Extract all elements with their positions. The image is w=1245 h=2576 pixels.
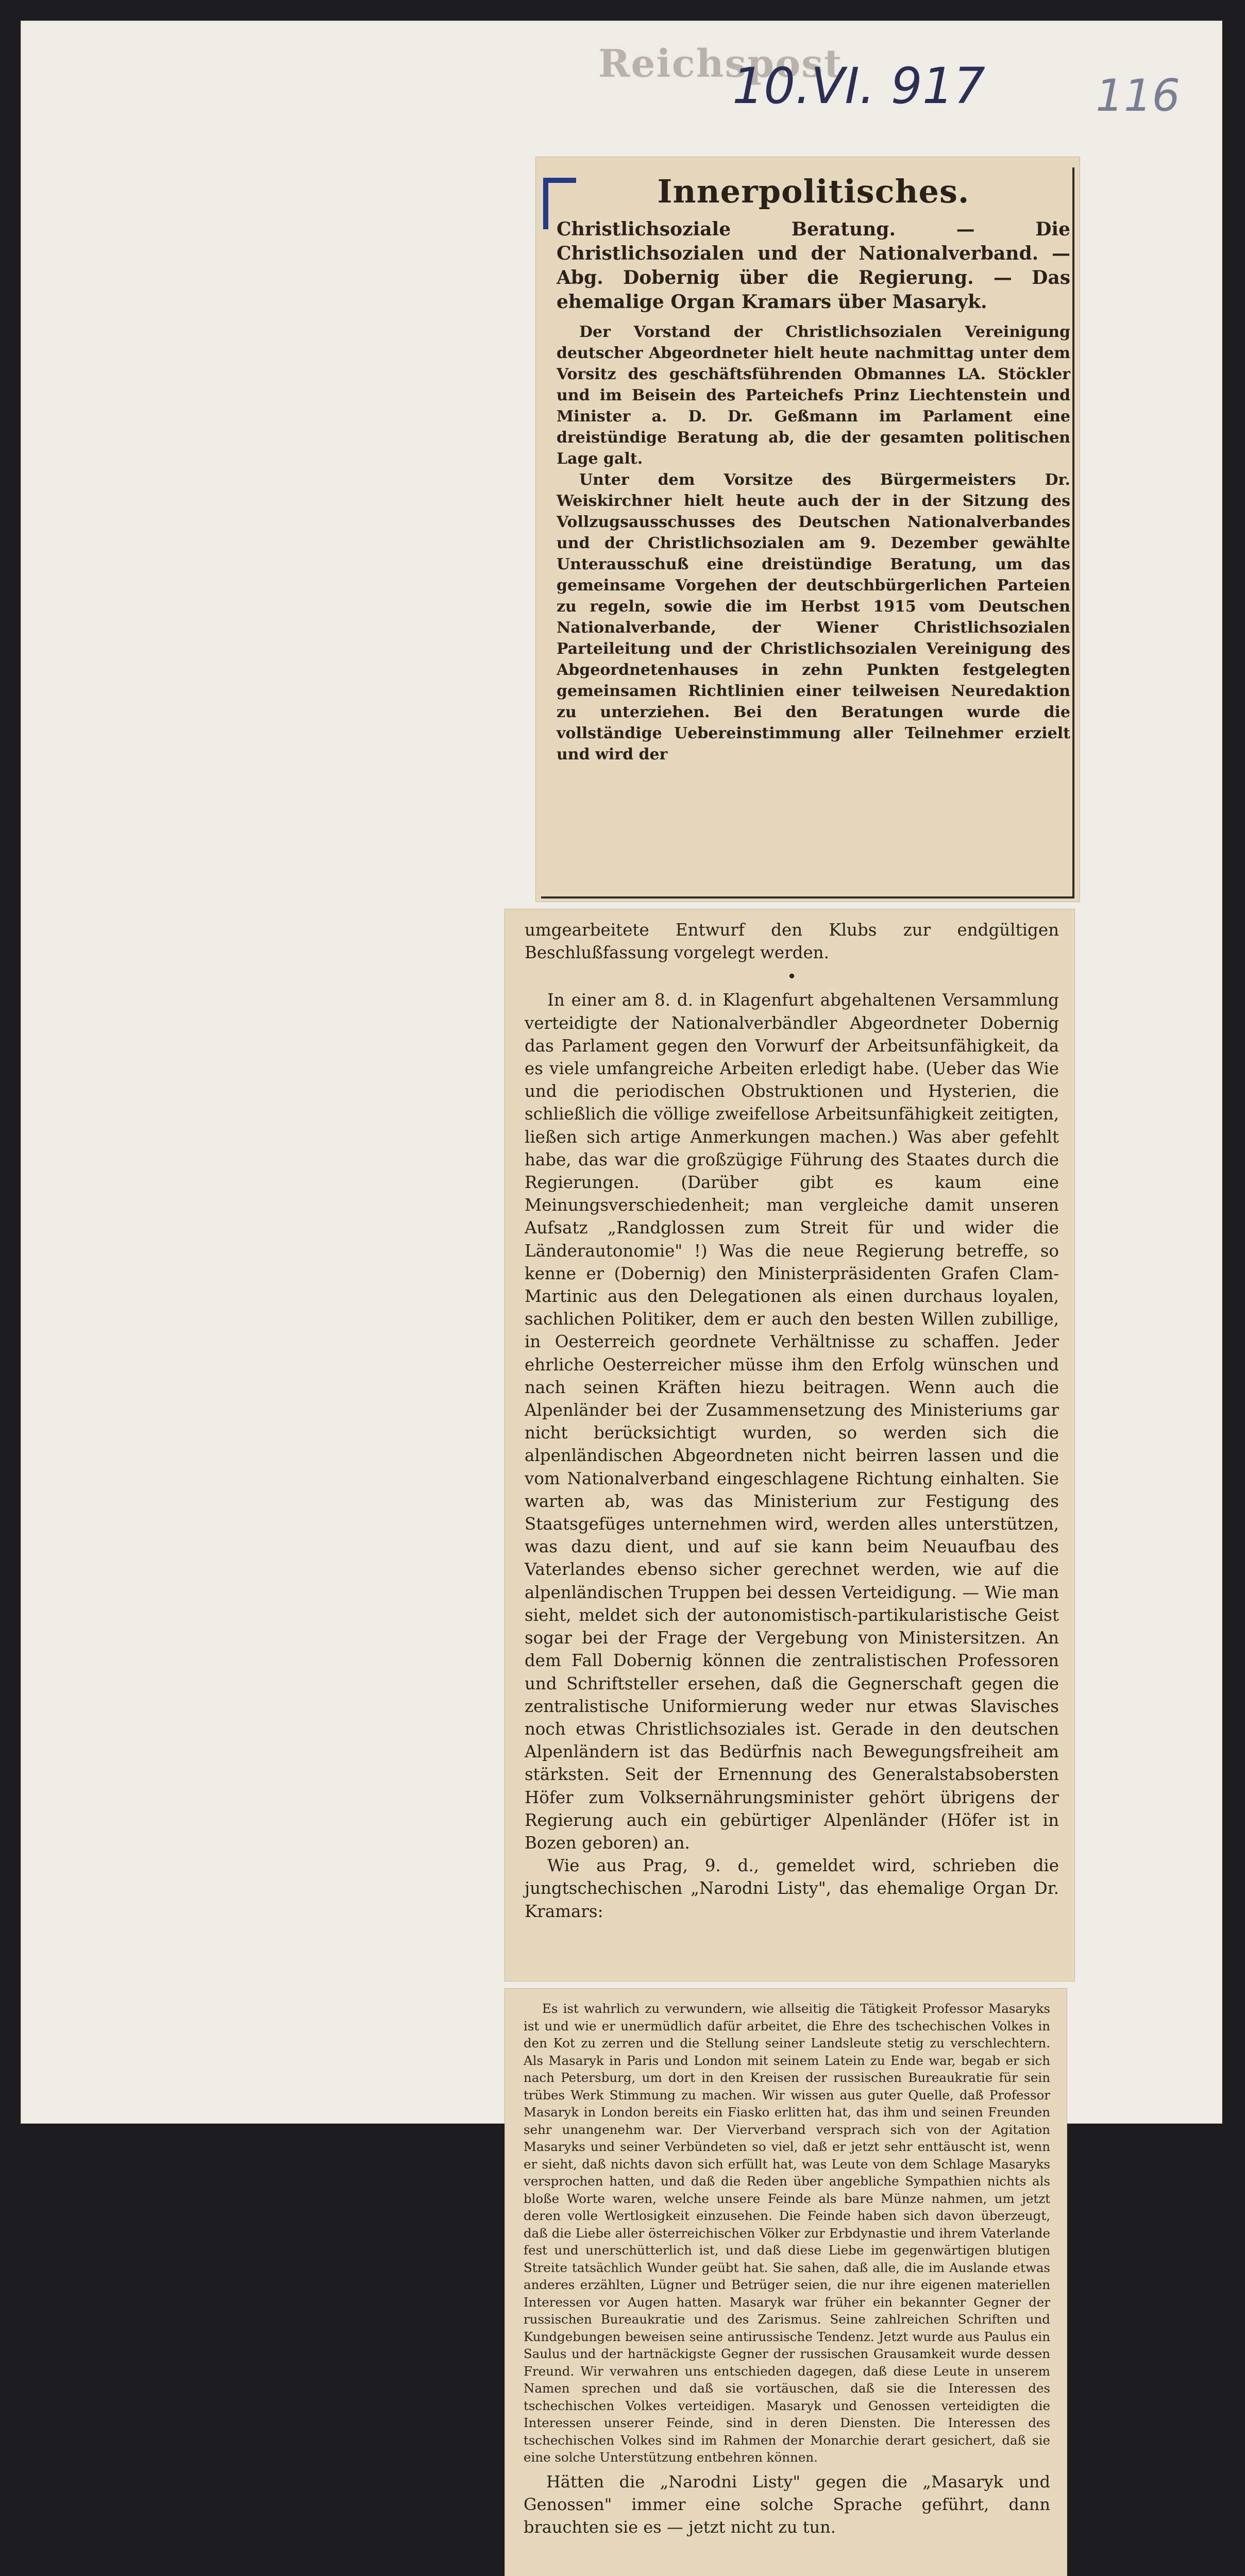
blue-pencil-bracket <box>543 178 576 229</box>
paragraph-5: Hätten die „Narodni Listy" gegen die „Masaryk und Genossen" immer eine solche Sprache geführt, dann brauchten sie es — jetzt nicht zu tun. <box>524 2471 1050 2537</box>
paragraph-2-continued: umgearbeitete Entwurf den Klubs zur endgültigen Beschlußfassung vorgelegt werden. <box>525 920 1059 963</box>
clipping-part-2 <box>505 909 1074 1981</box>
paragraph-1: Der Vorstand der Christlichsozialen Vereinigung deutscher Abgeordneter hielt heute nachmittag unter dem Vorsitz des geschäftsführenden Obmannes LA. Stöckler und im Beisein des Parteichefs Prinz Liechtenstein und Minister a. D. Dr. Geßmann im Parlament eine dreistündige Beratung ab, die der gesamten politischen Lage galt. <box>557 323 1070 468</box>
clipping-part-3 <box>505 1989 1067 2576</box>
handwritten-date: 10.VI. 917 <box>732 57 985 115</box>
clipping-part-1 <box>536 157 1080 902</box>
article-lead: Christlichsoziale Beratung. — Die Christlichsozialen und der Nationalverband. — Abg. Dobernig über die Regierung. — Das ehemalige Organ Kramars über Masaryk. <box>557 218 1070 313</box>
bottom-rule <box>541 896 1074 899</box>
quoted-text: Es ist wahrlich zu verwundern, wie allseitig die Tätigkeit Professor Masaryks ist und wie er unermüdlich dafür arbeitet, die Ehre des tschechischen Volkes in den Kot zu zerren und die Stellung seiner Landsleute stetig zu verschlechtern. Als Masaryk in Paris und London mit seinem Latein zu Ende war, begab er sich nach Petersburg, um dort in den Kreisen der russischen Bureaukratie für sein trübes Werk Stimmung zu machen. Wir wissen aus guter Quelle, daß Professor Masaryk in London bereits ein Fiasko erlitten hat, das ihm und seinen Freunden sehr unangenehm war. Der Vierverband versprach sich von der Agitation Masaryks und seiner Verbündeten so viel, daß er jetzt sehr enttäuscht ist, wenn er sieht, daß nichts davon sich erfüllt hat, was Leute von dem Schlage Masaryks versprochen hatten, und daß die Reden über angebliche Sympathien nichts als bloße Worte waren, welche unsere Feinde als bare Münze nahmen, um jetzt deren volle Wertlosigkeit einzusehen. Die Feinde haben sich davon überzeugt, daß die Liebe aller österreichischen Völker zur Erbdynastie und ihrem Vaterlande fest und unerschütterlich ist, und daß diese Liebe im gegenwärtigen blutigen Streite tatsächlich Wunder geübt hat. Sie sahen, daß alle, die im Auslande etwas anderes erzählten, Lügner und Betrüger seien, die nur ihre eigenen materiellen Interessen vor Augen hatten. Masaryk war früher ein bekannter Gegner der russischen Bureaukratie und des Zarismus. Seine zahlreichen Schriften und Kundgebungen beweisen seine antirussische Tendenz. Jetzt wurde aus Paulus ein Saulus und der hartnäckigste Gegner der russischen Grausamkeit wurde dessen Freund. Wir verwahren uns entschieden dagegen, daß diese Leute in unserem Namen sprechen und daß sie vortäuschen, daß sie die Interessen des tschechischen Volkes verteidigen. Masaryk und Genossen verteidigten die Interessen unserer Feinde, sind in deren Diensten. Die Interessen des tschechischen Volkes sind im Rahmen der Monarchie derart gesichert, daß sie eine solche Unterstützung entbehren können. <box>524 2001 1050 2465</box>
section-separator: • <box>787 967 797 987</box>
newspaper-stamp: Reichspost <box>598 42 843 86</box>
paragraph-3: In einer am 8. d. in Klagenfurt abgehaltenen Versammlung verteidigte der Nationalverbändler Abgeordneter Dobernig das Parlament gegen den Vorwurf der Arbeitsunfähigkeit, da es viele umfangreiche Arbeiten erledigt habe. (Ueber das Wie und die periodischen Obstruktionen und Hysterien, die schließlich die völlige zweifellose Arbeitsunfähigkeit zeitigten, ließen sich artige Anmerkungen machen.) Was aber gefehlt habe, das war die großzügige Führung des Staates durch die Regierungen. (Darüber gibt es kaum eine Meinungsverschiedenheit; man vergleiche damit unseren Aufsatz „Randglossen zum Streit für und wider die Länderautonomie" !) Was die neue Regierung betreffe, so kenne er (Dobernig) den Ministerpräsidenten Grafen Clam-Martinic aus den Delegationen als einen durchaus loyalen, sachlichen Politiker, dem er auch den besten Willen zubillige, in Oesterreich geordnete Verhältnisse zu schaffen. Jeder ehrliche Oesterreicher müsse ihm den Erfolg wünschen und nach seinen Kräften hiezu beitragen. Wenn auch die Alpenländer bei der Zusammensetzung des Ministeriums gar nicht berücksichtigt wurden, so werden sich die alpenländischen Abgeordneten nicht beirren lassen und die vom Nationalverband eingeschlagene Richtung einhalten. Sie warten ab, was das Ministerium zur Festigung des Staatsgefüges unternehmen wird, werden alles unterstützen, was dazu dient, und auf sie kann beim Neuaufbau des Vaterlandes ebenso sicher gerechnet werden, wie auf die alpenländischen Truppen bei dessen Verteidigung. — Wie man sieht, meldet sich der autonomistisch-partikularistische Geist sogar bei der Frage der Vergebung von Ministersitzen. An dem Fall Dobernig können die zentralistischen Professoren und Schriftsteller ersehen, daß die Gegnerschaft gegen die zentralistische Uniformierung weder nur etwas Slavisches noch etwas Christlichsoziales ist. Gerade in den deutschen Alpenländern ist das Bedürfnis nach Bewegungsfreiheit am stärksten. Seit der Ernennung des Generalstabsobersten Höfer zum Volksernährungsminister gehört übrigens der Regierung auch ein gebürtiger Alpenländer (Höfer ist in Bozen geboren) an. <box>525 990 1059 1853</box>
folio-number: 116 <box>1096 70 1181 122</box>
paragraph-4: Wie aus Prag, 9. d., gemeldet wird, schrieben die jungtschechischen „Narodni Listy", das ehemalige Organ Dr. Kramars: <box>525 1856 1059 1921</box>
column-rule <box>1072 167 1074 896</box>
article-title: Innerpolitisches. <box>657 173 970 210</box>
paragraph-2: Unter dem Vorsitze des Bürgermeisters Dr. Weiskirchner hielt heute auch der in der Sitzung des Vollzugsausschusses des Deutschen Nationalverbandes und der Christlichsozialen am 9. Dezember gewählte Unterausschuß eine dreistündige Beratung, um das gemeinsame Vorgehen der deutschbürgerlichen Parteien zu regeln, sowie die im Herbst 1915 vom Deutschen Nationalverbande, der Wiener Christlichsozialen Parteileitung und der Christlichsozialen Vereinigung des Abgeordnetenhauses in zehn Punkten festgelegten gemeinsamen Richtlinien einer teilweisen Neuredaktion zu unterziehen. Bei den Beratungen wurde die vollständige Uebereinstimmung aller Teilnehmer erzielt und wird der <box>557 471 1070 764</box>
